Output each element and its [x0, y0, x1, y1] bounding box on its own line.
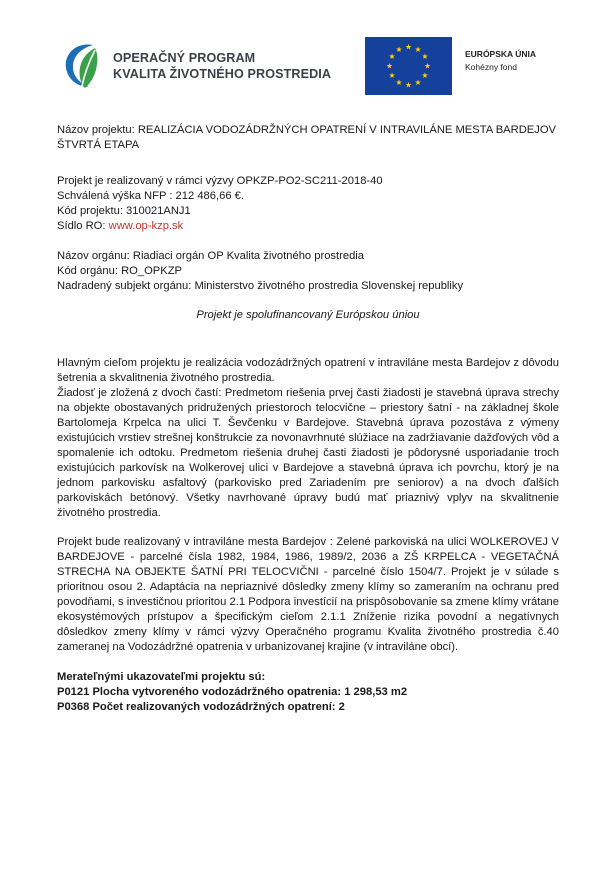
paragraph-goal: Hlavným cieľom projektu je realizácia vodozádržných opatrení v intraviláne mesta Bardejov z dôvodu šetrenia a skvalitnenia životného prostredia. — [57, 357, 559, 384]
indicators-heading: Merateľnými ukazovateľmi projektu sú: — [57, 671, 266, 683]
organ-code-line: Kód orgánu: RO_OPKZP — [57, 265, 182, 277]
cohesion-fund-label: Kohézny fond — [465, 62, 517, 72]
op-line-1: OPERAČNÝ PROGRAM — [113, 51, 256, 65]
seat-link[interactable]: www.op-kzp.sk — [108, 220, 184, 232]
cofinanced-statement: Projekt je spolufinancovaný Európskou úniou — [196, 309, 420, 321]
paragraph-location: Projekt bude realizovaný v intraviláne mesta Bardejov : Zelené parkoviská na ulici WOLKEROVEJ V BARDEJOVE - parcelné čísla 1982, 1984, 1986, 1989/2, 2036 a ZŠ KRPELCA - VEGETAČNÁ STRECHA NA OBJEKTE ŠATNÍ PRI TELOCVIČNI - parcelné číslo 1504/7. Projekt je v súlade s prioritnou osou 2. Adaptácia na nepriaznivé dôsledky zmeny klímy so zameraním na ochranu pred povodňami, s investičnou prioritou 2.1 Podpora investícií na prispôsobovanie sa zmene klímy vrátane ekosystémových prístupov a špecifickým cieľom 2.1.1 Zníženie rizika povodní a negatívnych dôsledkov zmeny klímy v rámci výzvy Operačného programu Kvalita životného prostredia č.40 zameranej na Vodozádržné opatrenia v urbanizovanej krajine (v intraviláne obcí). — [57, 536, 559, 653]
indicator-item: P0368 Počet realizovaných vodozádržných opatrení: 2 — [57, 701, 345, 713]
seat-line — [57, 219, 559, 234]
organ-name-line: Názov orgánu: Riadiaci orgán OP Kvalita životného prostredia — [57, 250, 365, 262]
project-title — [57, 123, 559, 153]
op-kzp-logo-text — [113, 50, 331, 82]
project-title-value: REALIZÁCIA VODOZÁDRŽNÝCH OPATRENÍ V INTRAVILÁNE MESTA BARDEJOV ŠTVRTÁ ETAPA — [57, 124, 556, 151]
nfp-line: Schválená výška NFP : 212 486,66 €. — [57, 190, 244, 202]
op-kzp-logo-icon — [62, 40, 107, 90]
indicator-item: P0121 Plocha vytvoreného vodozádržného opatrenia: 1 298,53 m2 — [57, 686, 408, 698]
paragraph-parts: Žiadosť je zložená z dvoch častí: Predmetom riešenia prvej časti žiadosti je stavebná úprava strechy na objekte obostavaných pridružených priestoroch telocvične – priestory šatní - na základnej škole Bartolomeja Krpelca na ulici T. Ševčenku v Bardejove. Stavebná úprava pozostáva z výmeny existujúcich vrstiev strešnej konštrukcie za novonavrhnuté slúžiace na zadržiavanie dažďových vôd a spomalenie ich odtoku. Predmetom riešenia druhej časti žiadosti je pôdorysné usporiadanie troch existujúcich parkovísk na Wolkerovej ulici v Bardejove a stavebná úprava ich povrchu, ktorý je na jednom parkovisku asfaltový (parkovisko pred Zariadením pre seniorov) a na dvoch ďalších parkoviskách betónový. Všetky navrhované úpravy budú mať priaznivý vplyv na skvalitnenie životného prostredia. — [57, 387, 559, 519]
eu-union-label: EURÓPSKA ÚNIA — [465, 49, 536, 59]
document-body — [57, 119, 559, 715]
eu-label — [465, 48, 536, 74]
seat-label: Sídlo RO: — [57, 220, 106, 232]
project-title-label: Názov projektu: — [57, 124, 135, 136]
organ-parent-line: Nadradený subjekt orgánu: Ministerstvo životného prostredia Slovenskej republiky — [57, 280, 464, 292]
call-line: Projekt je realizovaný v rámci výzvy OPKZP-PO2-SC211-2018-40 — [57, 175, 383, 187]
header — [0, 0, 615, 120]
project-code-line: Kód projektu: 310021ANJ1 — [57, 205, 191, 217]
eu-flag-icon — [365, 37, 452, 95]
op-line-2: KVALITA ŽIVOTNÉHO PROSTREDIA — [113, 67, 332, 81]
